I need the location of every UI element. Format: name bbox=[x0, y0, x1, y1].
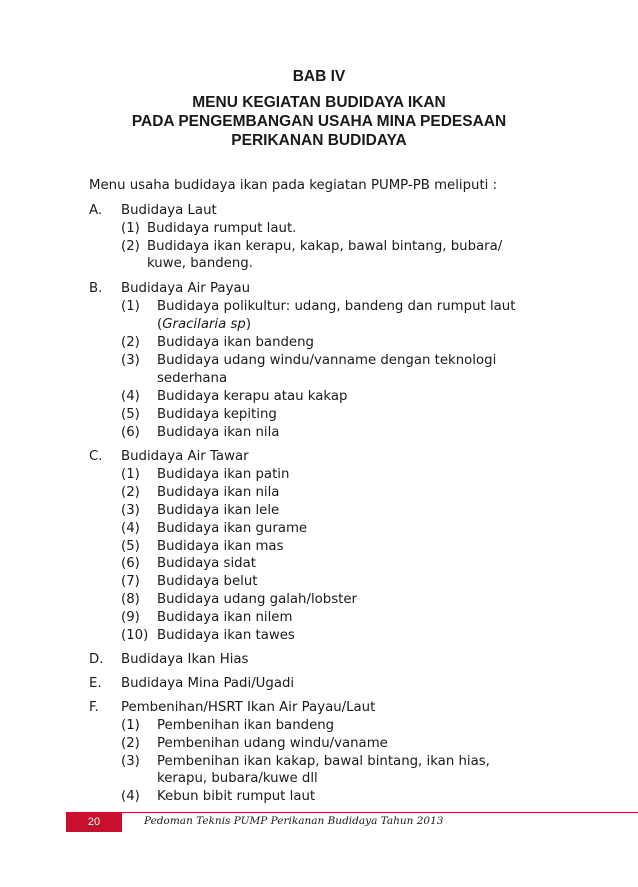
list-item-text: Budidaya ikan nila bbox=[157, 485, 280, 500]
list-item-number: (6) bbox=[121, 556, 140, 571]
list-item-text: Pembenihan ikan bandeng bbox=[157, 718, 335, 733]
section-f-title: Pembenihan/HSRT Ikan Air Payau/Laut bbox=[121, 700, 376, 715]
list-item-text: Budidaya ikan lele bbox=[157, 503, 280, 518]
list-item-text: Budidaya ikan mas bbox=[157, 539, 284, 554]
list-item-number: (5) bbox=[121, 407, 140, 422]
intro-paragraph: Menu usaha budidaya ikan pada kegiatan PUMP-PB meliputi : bbox=[89, 178, 498, 193]
list-item-continuation bbox=[157, 317, 251, 332]
section-f-letter: F. bbox=[89, 700, 99, 715]
list-item-text: Budidaya udang windu/vanname dengan teknologi bbox=[157, 353, 497, 368]
list-item-text: Budidaya ikan gurame bbox=[157, 521, 308, 536]
section-e-letter: E. bbox=[89, 676, 102, 691]
title-line-2: PADA PENGEMBANGAN USAHA MINA PEDESAAN bbox=[131, 113, 507, 130]
footer-title: Pedoman Teknis PUMP Perikanan Budidaya Tahun 2013 bbox=[144, 815, 444, 827]
list-item-continuation: kuwe, bandeng. bbox=[147, 256, 253, 271]
title-line-1: MENU KEGIATAN BUDIDAYA IKAN bbox=[192, 94, 446, 111]
list-item-number: (3) bbox=[121, 754, 140, 769]
list-item-number: (5) bbox=[121, 539, 140, 554]
list-item-text: Budidaya ikan nila bbox=[157, 425, 280, 440]
list-item-text: Budidaya rumput laut. bbox=[147, 221, 297, 236]
list-item-text: Budidaya udang galah/lobster bbox=[157, 592, 358, 607]
section-a-title: Budidaya Laut bbox=[121, 203, 217, 218]
list-item-text: Budidaya polikultur: udang, bandeng dan rumput laut bbox=[157, 299, 516, 314]
chapter-heading: BAB IV bbox=[292, 68, 346, 85]
list-item-text: Budidaya ikan bandeng bbox=[157, 335, 314, 350]
list-item-number: (8) bbox=[121, 592, 140, 607]
section-c-letter: C. bbox=[89, 449, 103, 464]
section-e-title: Budidaya Mina Padi/Ugadi bbox=[121, 676, 295, 691]
list-item-text: Pembenihan ikan kakap, bawal bintang, ikan hias, bbox=[157, 754, 490, 769]
paren-open: ( bbox=[157, 317, 163, 332]
section-b-title: Budidaya Air Payau bbox=[121, 281, 251, 296]
list-item-number: (2) bbox=[121, 239, 140, 254]
list-item-text: Kebun bibit rumput laut bbox=[157, 789, 316, 804]
list-item-number: (1) bbox=[121, 221, 140, 236]
list-item-number: (4) bbox=[121, 521, 140, 536]
list-item-text: Budidaya ikan kerapu, kakap, bawal bintang, bubara/ bbox=[147, 239, 503, 254]
species-name: Gracilaria sp bbox=[162, 317, 246, 332]
list-item-number: (6) bbox=[121, 425, 140, 440]
list-item-number: (2) bbox=[121, 485, 140, 500]
list-item-text: Budidaya belut bbox=[157, 574, 258, 589]
list-item-number: (2) bbox=[121, 736, 140, 751]
section-a-letter: A. bbox=[89, 203, 103, 218]
list-item-number: (3) bbox=[121, 503, 140, 518]
page-number: 20 bbox=[66, 812, 122, 832]
list-item-number: (9) bbox=[121, 610, 140, 625]
list-item-number: (4) bbox=[121, 789, 140, 804]
list-item-text: Budidaya ikan patin bbox=[157, 467, 290, 482]
list-item-number: (1) bbox=[121, 718, 140, 733]
list-item-number: (10) bbox=[121, 628, 149, 643]
list-item-text: Budidaya ikan tawes bbox=[157, 628, 295, 643]
list-item-text: Budidaya kepiting bbox=[157, 407, 277, 422]
list-item-continuation: sederhana bbox=[157, 371, 228, 386]
title-line-3: PERIKANAN BUDIDAYA bbox=[231, 132, 407, 149]
list-item-continuation: kerapu, bubara/kuwe dll bbox=[157, 771, 318, 786]
list-item-text: Budidaya sidat bbox=[157, 556, 256, 571]
list-item-number: (1) bbox=[121, 299, 140, 314]
list-item-text: Budidaya ikan nilem bbox=[157, 610, 293, 625]
list-item-number: (1) bbox=[121, 467, 140, 482]
paren-close: ) bbox=[245, 317, 252, 332]
list-item-number: (3) bbox=[121, 353, 140, 368]
section-c-title: Budidaya Air Tawar bbox=[121, 449, 249, 464]
section-d-letter: D. bbox=[89, 652, 104, 667]
footer-rule bbox=[66, 812, 638, 813]
list-item-number: (4) bbox=[121, 389, 140, 404]
section-d-title: Budidaya Ikan Hias bbox=[121, 652, 249, 667]
list-item-text: Budidaya kerapu atau kakap bbox=[157, 389, 348, 404]
section-b-letter: B. bbox=[89, 281, 103, 296]
list-item-number: (2) bbox=[121, 335, 140, 350]
list-item-number: (7) bbox=[121, 574, 140, 589]
list-item-text: Pembenihan udang windu/vaname bbox=[157, 736, 388, 751]
